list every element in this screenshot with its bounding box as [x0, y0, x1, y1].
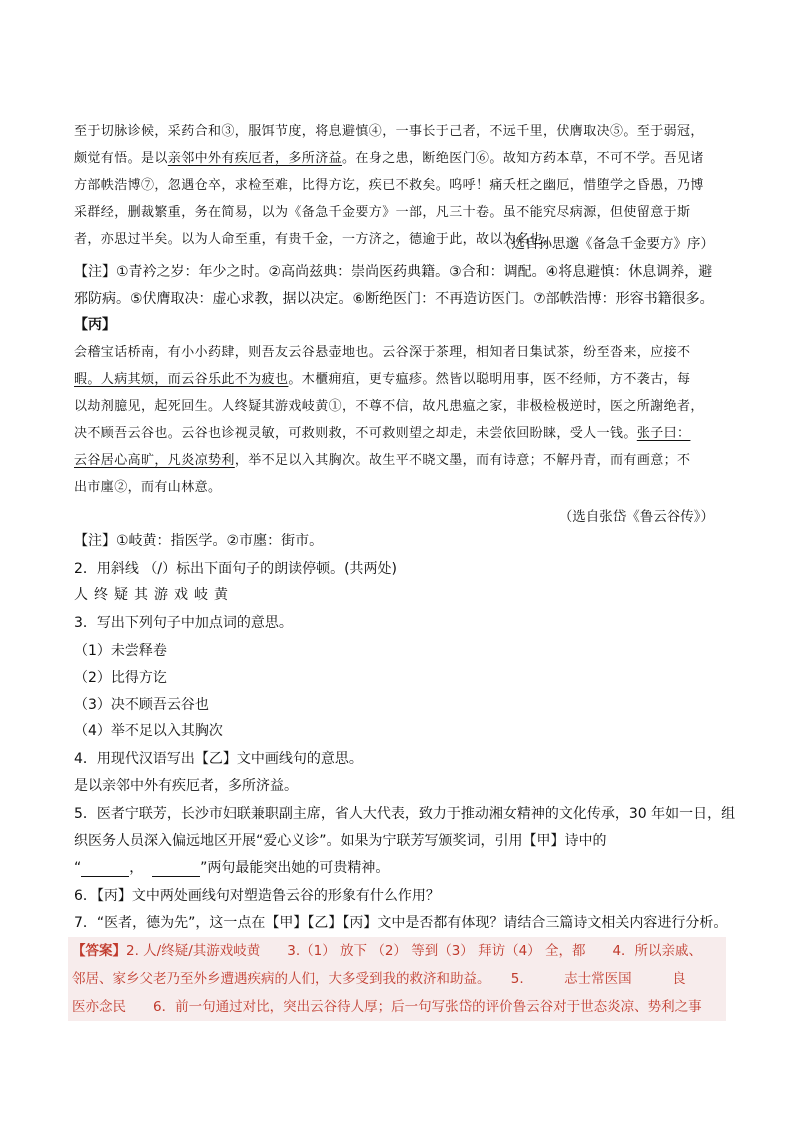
- bing-label: 【丙】: [74, 317, 116, 333]
- comma: ，: [129, 860, 144, 876]
- question-3-item-2: （2）比得方讫: [74, 670, 167, 686]
- yi-line-4: 采群经，删裁繁重，务在简易，以为《备急千金要方》一部，凡三十卷。虽不能究尽病源，但使留意于斯: [74, 205, 691, 220]
- bing-line-1: 会稽宝话桥南，有小小药肆，则吾友云谷悬壶地也。云谷深于茶理，相知者日集试茶，纷至沓来，应接不: [74, 345, 691, 360]
- bing-line-5: [74, 447, 722, 474]
- question-6: 6．【丙】文中两处画线句对塑造鲁云谷的形象有什么作用？: [74, 888, 440, 904]
- answer-line-3: 医亦念民 6．前一句通过对比，突出云谷待人厚；后一句写张岱的评价鲁云谷对于世态炎凉、势利之事: [72, 999, 702, 1015]
- yi-line-5: 者，亦思过半矣。以为人命至重，有贵千金，一方济之，德逾于此，故以为名也。: [74, 232, 557, 247]
- quote-close-text: ”两句最能突出她的可贵精神。: [200, 860, 390, 876]
- question-5-line-3: [74, 857, 389, 877]
- question-4-sentence: 是以亲邻中外有疾厄者，多所济益。: [74, 778, 298, 794]
- bing-line-2: [74, 366, 722, 393]
- answer-line-1-text: 2. 人/终疑/其游戏岐黄 3.（1） 放下 （2） 等到（3） 拜访（4） 全，都 4．所以亲戚、: [126, 943, 703, 959]
- answer-box: [68, 937, 726, 1021]
- bing-line-4-text: 决不顾吾云谷也。云谷也诊视灵敏，可救则救，不可救则望之却走，未尝依回盼睐，受人一钱。: [74, 426, 637, 441]
- question-2: 2．用斜线 （/）标出下面句子的朗读停顿。(共两处): [74, 561, 397, 577]
- answer-line-2: 邻居、家乡父老乃至外乡遭遇疾病的人们，大多受到我的救济和助益。 5. 志士常医国 良: [72, 971, 686, 987]
- yi-line-2-pre: 颇觉有悟。是以: [74, 151, 168, 166]
- bing-line-3: 以劫剂臆见，起死回生。人终疑其游戏岐黄①，不尊不信，故凡患瘟之家，非极检极逆时，医之所謝绝者，: [74, 399, 704, 414]
- answer-blank-1[interactable]: [81, 862, 129, 877]
- bing-line-4: [74, 420, 722, 447]
- bing-underlined-2b: 云谷居心高旷，凡炎凉势利: [74, 453, 235, 468]
- bing-underlined-2a: 张子曰：: [636, 426, 691, 441]
- bing-notes: 【注】①岐黄：指医学。②市廛：街市。: [74, 533, 324, 549]
- question-2-sentence: 人终疑其游戏岐黄: [74, 587, 234, 603]
- bing-source: （选自张岱《鲁云谷传》）: [558, 509, 714, 525]
- bing-underlined-1: 暇。人病其烦，而云谷乐此不为疲也: [74, 372, 289, 387]
- question-5-line-1: 5．医者宁联芳，长沙市妇联兼职副主席，省人大代表，致力于推动湘女精神的文化传承，30 年如一日，组: [74, 806, 736, 822]
- yi-underlined-sentence: 亲邻中外有疾厄者，多所济益: [167, 151, 343, 166]
- bing-passage: [74, 339, 722, 501]
- question-4: 4．用现代汉语写出【乙】文中画线句的意思。: [74, 751, 363, 767]
- bing-line-2-post: 。木櫃痈疽，更专瘟疹。然皆以聪明用事，医不经师，方不袭古，每: [288, 372, 691, 387]
- yi-line-2-post: 。在身之患，断绝医门⑥。故知方药本草，不可不学。吾见诸: [342, 151, 704, 166]
- question-7: 7．“医者，德为先”，这一点在【甲】【乙】【丙】文中是否都有体现？请结合三篇诗文相关内容进行分析。: [74, 915, 728, 931]
- bing-line-6: 出市廛②，而有山林意。: [74, 480, 222, 495]
- answer-tag: 【答案】: [72, 943, 126, 959]
- answer-blank-2[interactable]: [152, 862, 200, 877]
- yi-line-1: 至于切脉诊候，采药合和③，服饵节度，将息避慎④，一事长于己者，不远千里，伏膺取决⑤。至于弱冠，: [74, 124, 704, 139]
- quote-open: “: [74, 860, 82, 876]
- question-3: 3．写出下列句子中加点词的意思。: [74, 615, 293, 631]
- question-3-item-3: （3）决不顾吾云谷也: [74, 697, 209, 713]
- question-5-line-2: 织医务人员深入偏远地区开展“爱心义诊”。如果为宁联芳写颁奖词，引用【甲】诗中的: [74, 833, 607, 849]
- yi-line-2: [74, 145, 722, 172]
- bing-line-5-post: ，举不足以入其胸次。故生平不晓文墨，而有诗意；不解丹青，而有画意；不: [234, 453, 691, 468]
- yi-line-3: 方部帙浩博⑦，忽遇仓卒，求检至难，比得方讫，疾已不救矣。呜呼！痛夭枉之幽厄，惜堕学之昏愚，乃博: [74, 178, 704, 193]
- yi-source: （选自孙思邈《备急千金要方》序）: [498, 236, 714, 252]
- answer-line-1: [72, 937, 722, 965]
- question-3-item-1: （1）未尝释卷: [74, 643, 167, 659]
- question-3-item-4: （4）举不足以入其胸次: [74, 723, 223, 739]
- yi-notes: 【注】①青衿之岁：年少之时。②高尚兹典：崇尚医药典籍。③合和：调配。④将息避慎：休息调养，避邪防病。⑤伏膺取决：虚心求教，据以决定。⑥断绝医门：不再造访医门。⑦部帙浩博：形容书籍很多。: [74, 264, 714, 307]
